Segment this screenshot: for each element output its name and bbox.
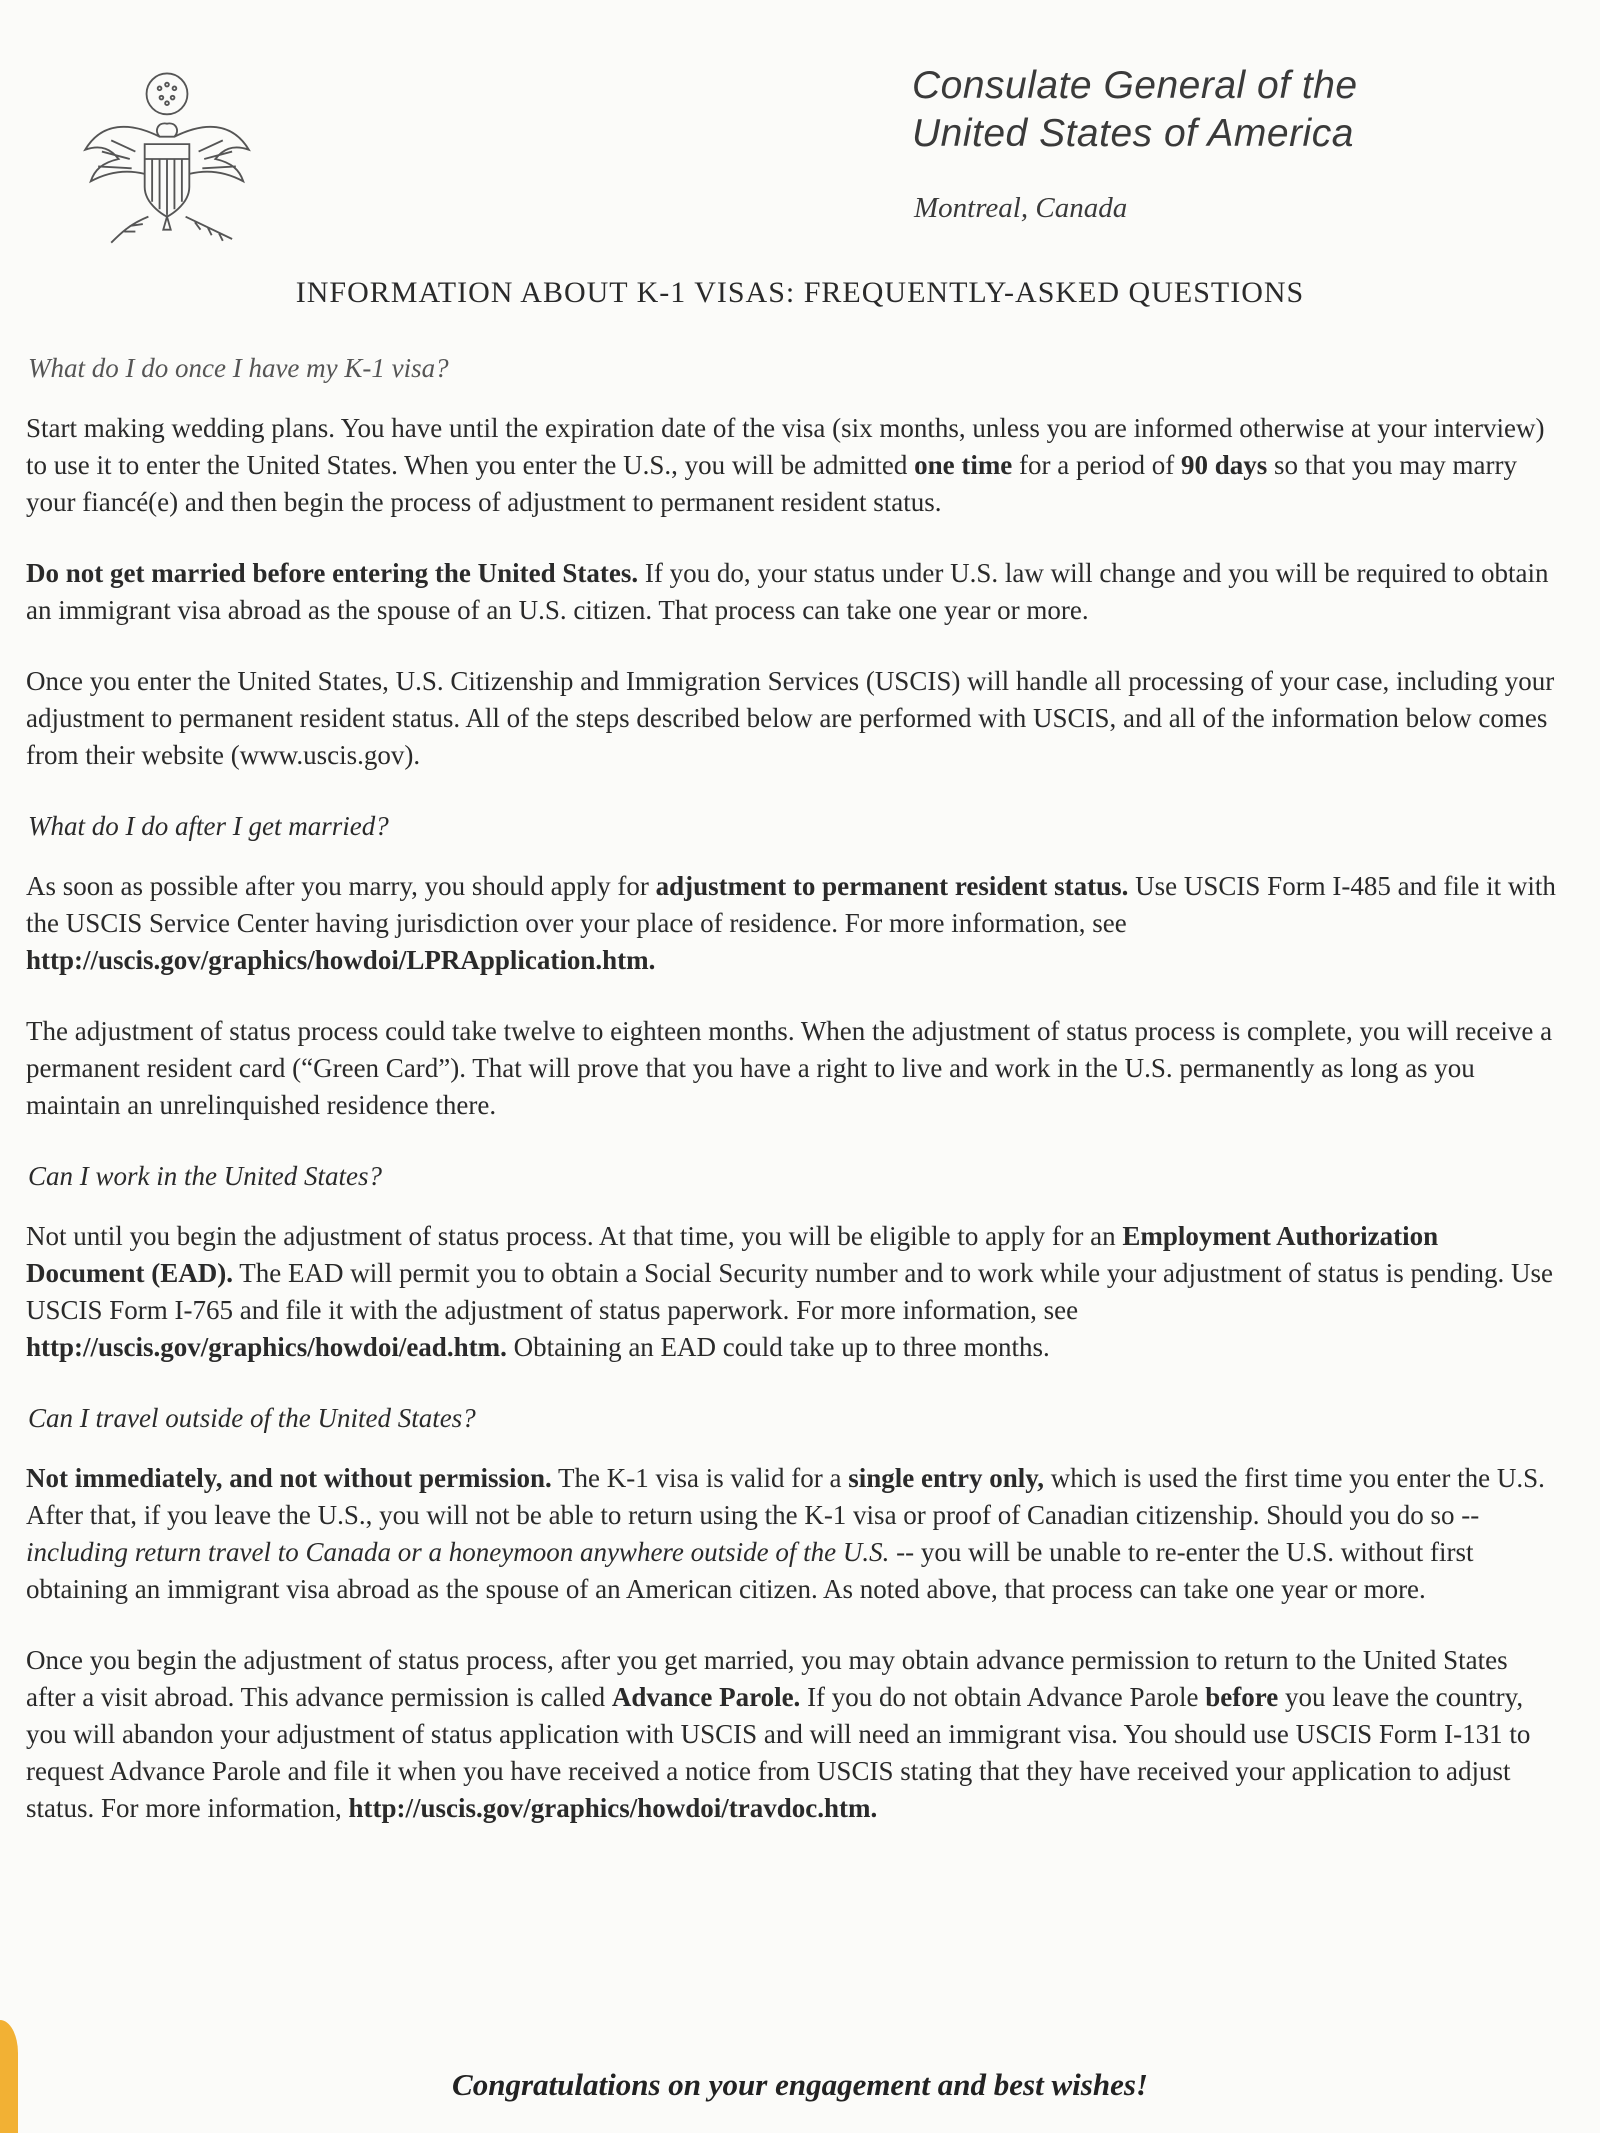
text: If you do not obtain Advance Parole (800, 1682, 1206, 1712)
us-great-seal-icon (74, 66, 260, 252)
text: Not until you begin the adjustment of status process. At that time, you will be eligible to apply for an (26, 1221, 1123, 1251)
paragraph-ead (26, 1218, 1556, 1366)
text: The K-1 visa is valid for a (551, 1463, 849, 1493)
url-travdoc: http://uscis.gov/graphics/howdoi/travdoc.htm. (348, 1793, 878, 1823)
text: As soon as possible after you marry, you should apply for (26, 871, 656, 901)
document-title: INFORMATION ABOUT K-1 VISAS: FREQUENTLY-ASKED QUESTIONS (295, 276, 1305, 309)
paragraph-adjustment (26, 868, 1556, 979)
paragraph-uscis: Once you enter the United States, U.S. Citizenship and Immigration Services (USCIS) will handle all processing of your case, including your adjustment to permanent resident status. All of the steps described below are performed with USCIS, and all of the information below comes from their website (www.uscis.gov). (26, 666, 1555, 770)
emphasis-one-time: one time (914, 450, 1013, 480)
emphasis-adjustment: adjustment to permanent resident status. (655, 871, 1129, 901)
text: you leave the country, you will abandon your adjustment of status application with USCIS and will need an immigrant visa. You should use USCIS Form I-131 to request Advance Parole and file it when you have received a notice from USCIS stating that they have received your application to adjust status. For more information, (26, 1682, 1531, 1823)
text: so that you may marry your fiancé(e) and then begin the process of adjustment to permanent resident status. (26, 450, 1517, 517)
consulate-line-1: Consulate General of the (912, 64, 1358, 107)
document-body (26, 350, 1556, 1861)
emphasis-ead: Employment Authorization Document (EAD). (26, 1221, 1439, 1288)
text: Once you begin the adjustment of status process, after you get married, you may obtain advance permission to return to the United States after a visit abroad. This advance permission is called (26, 1645, 1508, 1712)
paragraph-do-not-marry (26, 555, 1556, 629)
emphasis-warning: Do not get married before entering the United States. (26, 558, 639, 588)
emphasis-single-entry: single entry only, (848, 1463, 1044, 1493)
consulate-line-2: United States of America (912, 112, 1354, 155)
emphasis-advance-parole: Advance Parole. (611, 1682, 801, 1712)
question-after-married: What do I do after I get married? (28, 811, 389, 841)
paragraph-wedding-plans (26, 410, 1556, 521)
paragraph-green-card: The adjustment of status process could take twelve to eighteen months. When the adjustment of status process is complete, you will receive a permanent resident card (“Green Card”). That will prove that you have a right to live and work in the U.S. permanently as long as you maintain an unrelinquished residence there. (26, 1016, 1553, 1120)
url-lpr-application: http://uscis.gov/graphics/howdoi/LPRApplication.htm. (26, 945, 656, 975)
text: for a period of (1012, 450, 1181, 480)
corner-sticker (0, 2020, 18, 2133)
question-travel: Can I travel outside of the United States? (28, 1403, 476, 1433)
emphasis-not-immediately: Not immediately, and not without permission. (26, 1463, 552, 1493)
emphasis-90-days: 90 days (1180, 450, 1268, 480)
text: Start making wedding plans. You have until the expiration date of the visa (six months, unless you are informed otherwise at your interview) to use it to enter the United States. When you enter the U.S., you will be admitted (26, 413, 1545, 480)
text: which is used the first time you enter the U.S. After that, if you leave the U.S., you will not be able to return using the K-1 visa or proof of Canadian citizenship. Should you do so -- (26, 1463, 1545, 1530)
emphasis-before: before (1205, 1682, 1279, 1712)
consulate-heading (912, 62, 1552, 225)
text: The EAD will permit you to obtain a Social Security number and to work while your adjustment of status is pending. Use USCIS Form I-765 and file it with the adjustment of status paperwork. For more information, see (26, 1258, 1554, 1325)
paragraph-single-entry (26, 1460, 1556, 1608)
text: If you do, your status under U.S. law will change and you will be required to obtain an immigrant visa abroad as the spouse of an U.S. citizen. That process can take one year or more. (26, 558, 1549, 625)
question-k1-visa: What do I do once I have my K-1 visa? (28, 353, 449, 383)
text: -- you will be unable to re-enter the U.S. without first obtaining an immigrant visa abroad as the spouse of an American citizen. As noted above, that process can take one year or more. (26, 1537, 1474, 1604)
text: Obtaining an EAD could take up to three months. (506, 1332, 1050, 1362)
text: Use USCIS Form I-485 and file it with the USCIS Service Center having jurisdiction over your place of residence. For more information, see (26, 871, 1556, 938)
paragraph-advance-parole (26, 1642, 1556, 1827)
consulate-city: Montreal, Canada (914, 192, 1128, 224)
question-work: Can I work in the United States? (28, 1161, 382, 1191)
url-ead: http://uscis.gov/graphics/howdoi/ead.htm. (26, 1332, 507, 1362)
emphasis-honeymoon: including return travel to Canada or a honeymoon anywhere outside of the U.S. (26, 1537, 890, 1567)
closing-line: Congratulations on your engagement and best wishes! (452, 2067, 1148, 2102)
